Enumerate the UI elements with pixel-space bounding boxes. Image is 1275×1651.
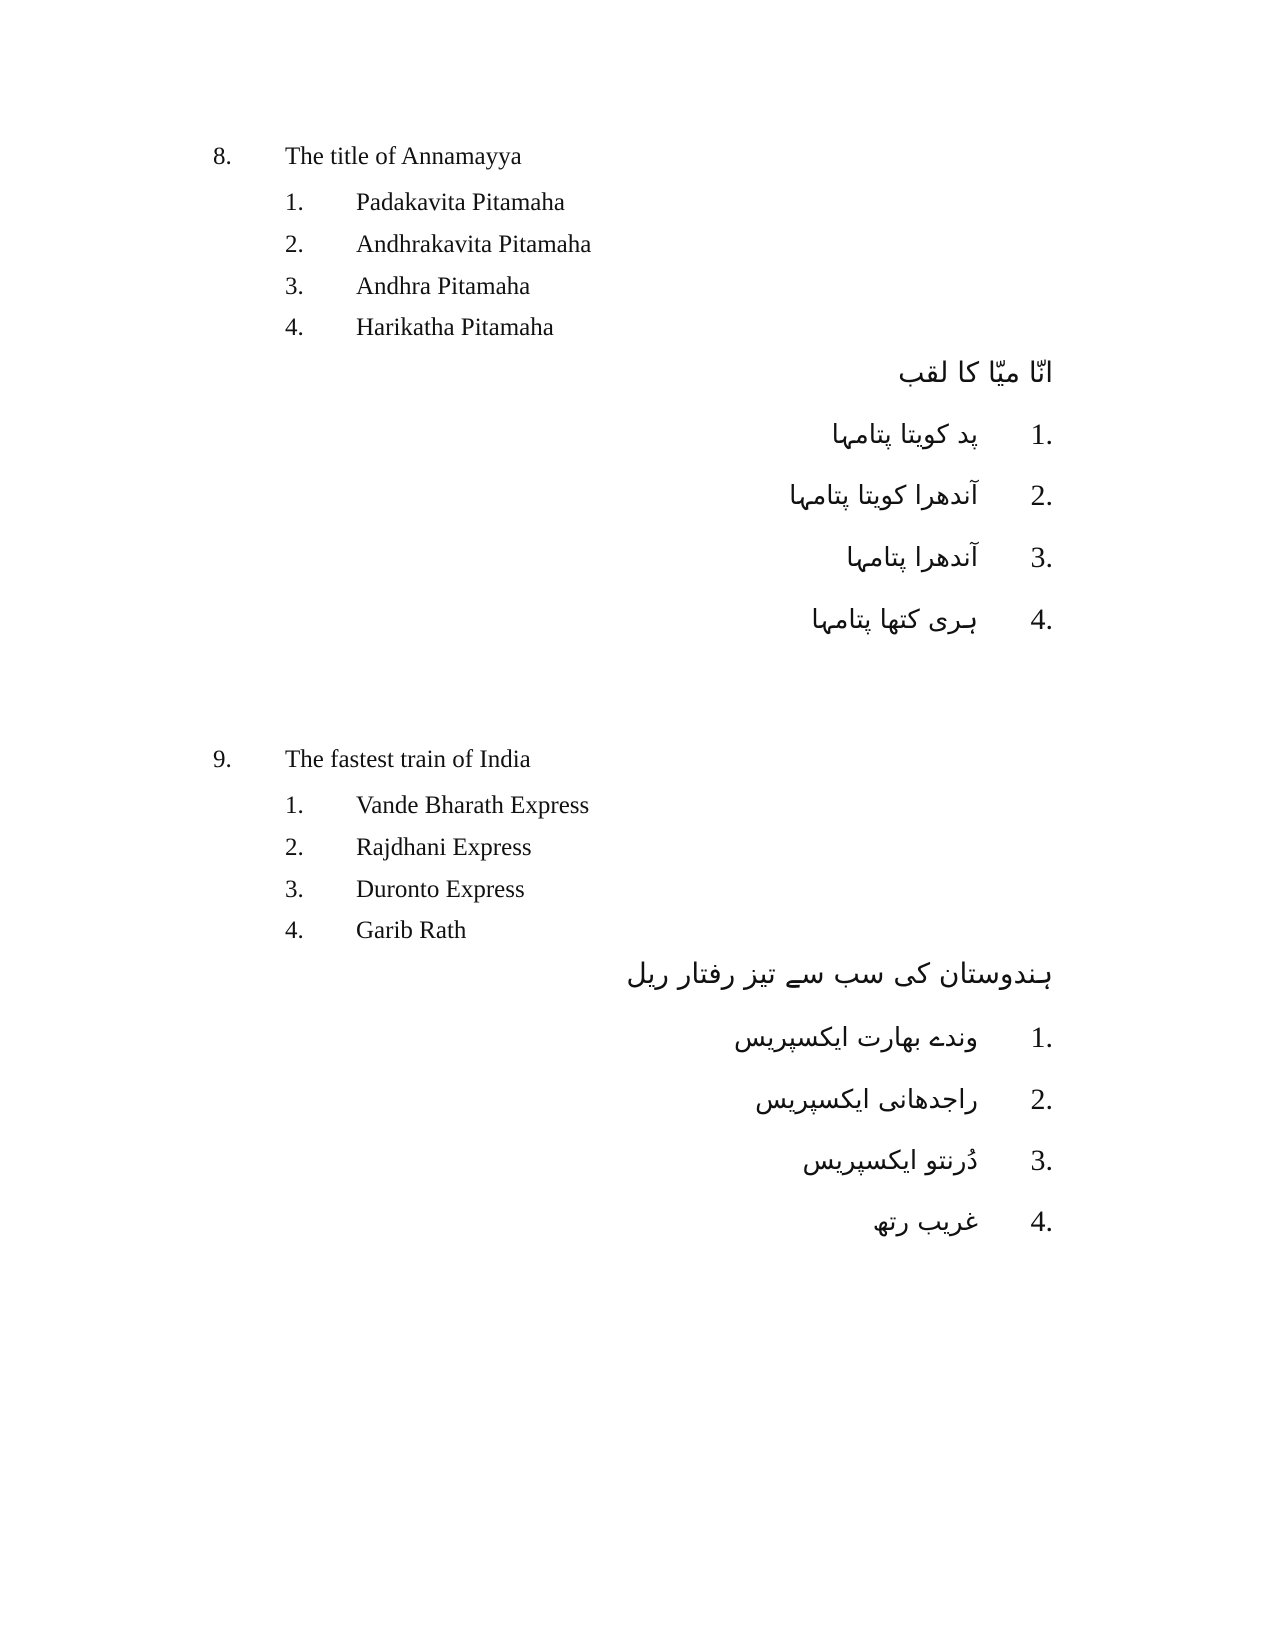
urdu-option-text: دُرنتو ایکسپریس	[802, 1146, 978, 1176]
urdu-option-number: 2.	[1030, 479, 1053, 512]
option-number: 1.	[285, 792, 304, 819]
urdu-question-title: ہندوستان کی سب سے تیز رفتار ریل	[626, 957, 1053, 990]
urdu-option-text: غریب رتھ	[872, 1207, 978, 1237]
urdu-option-number: 3.	[1030, 541, 1053, 574]
option-number: 3.	[285, 876, 304, 903]
option-number: 1.	[285, 189, 304, 216]
option-text: Rajdhani Express	[356, 834, 532, 861]
question-title: The title of Annamayya	[285, 143, 522, 170]
option-text: Padakavita Pitamaha	[356, 189, 565, 216]
urdu-option-text: وندے بھارت ایکسپریس	[734, 1023, 978, 1053]
option-text: Vande Bharath Express	[356, 792, 590, 819]
option-number: 3.	[285, 273, 304, 300]
urdu-option-3	[553, 1141, 1053, 1181]
urdu-option-4	[553, 600, 1053, 640]
urdu-option-text: پد کویتا پتامہا	[831, 420, 978, 450]
urdu-option-4	[553, 1202, 1053, 1242]
option-text: Andhrakavita Pitamaha	[356, 231, 592, 258]
urdu-option-text: ہری کتھا پتامہا	[811, 605, 978, 635]
question-number: 9.	[213, 746, 232, 773]
urdu-option-text: آندھرا پتامہا	[846, 543, 978, 573]
option-text: Harikatha Pitamaha	[356, 314, 554, 341]
option-text: Andhra Pitamaha	[356, 273, 531, 300]
option-number: 2.	[285, 834, 304, 861]
question-number: 8.	[213, 143, 232, 170]
urdu-option-number: 2.	[1030, 1083, 1053, 1116]
urdu-question-title: انّا میّا کا لقب	[898, 356, 1053, 389]
option-number: 4.	[285, 314, 304, 341]
option-number: 2.	[285, 231, 304, 258]
option-number: 4.	[285, 917, 304, 944]
urdu-option-1	[553, 415, 1053, 455]
urdu-option-number: 1.	[1030, 1021, 1053, 1054]
urdu-option-1	[553, 1018, 1053, 1058]
urdu-option-2	[553, 1080, 1053, 1120]
urdu-option-text: راجدھانی ایکسپریس	[755, 1085, 978, 1115]
urdu-option-number: 4.	[1030, 1205, 1053, 1238]
urdu-option-number: 4.	[1030, 603, 1053, 636]
urdu-option-text: آندھرا کویتا پتامہا	[789, 481, 978, 511]
urdu-option-3	[553, 538, 1053, 578]
option-text: Garib Rath	[356, 917, 467, 944]
urdu-option-number: 1.	[1030, 418, 1053, 451]
urdu-option-2	[553, 476, 1053, 516]
urdu-option-number: 3.	[1030, 1144, 1053, 1177]
question-title: The fastest train of India	[285, 746, 531, 773]
option-text: Duronto Express	[356, 876, 525, 903]
